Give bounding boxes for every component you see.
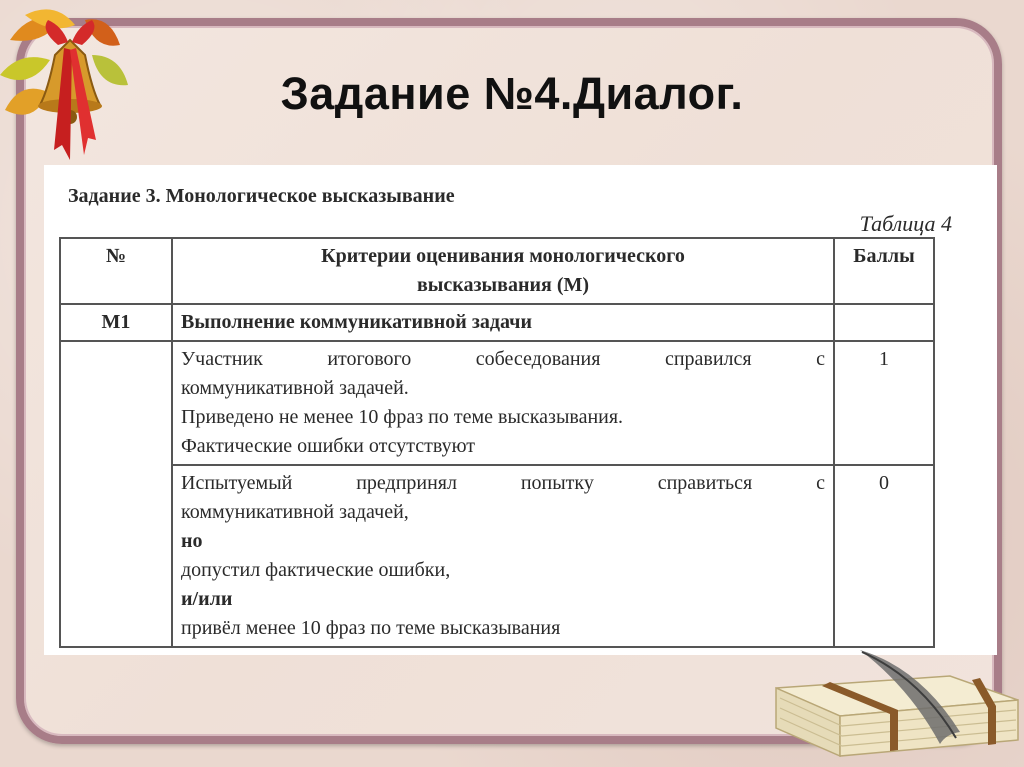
- criterion-points: 0: [834, 465, 934, 647]
- document-image: [44, 165, 997, 655]
- criterion-line: Приведено не менее 10 фраз по теме высказывания.: [181, 406, 624, 428]
- table-row: [60, 465, 934, 647]
- criteria-table: [59, 237, 935, 648]
- section-label: Выполнение коммуникативной задачи: [172, 304, 834, 341]
- header-criteria-line2: высказывания (М): [416, 274, 590, 296]
- paper-stack-icon: [770, 648, 1024, 767]
- criterion-line: Фактические ошибки отсутствуют: [181, 435, 475, 457]
- criterion-line: привёл менее 10 фраз по теме высказывания: [181, 617, 561, 639]
- criterion-line: коммуникативной задачей,: [181, 501, 409, 523]
- header-criteria-line1: Критерии оценивания монологического: [321, 245, 685, 267]
- criterion-line: допустил фактические ошибки,: [181, 559, 451, 581]
- criterion-line: Участник итогового собеседования справился с: [181, 348, 825, 370]
- section-num: М1: [60, 304, 172, 341]
- table-row: [60, 341, 934, 465]
- document-heading: Задание 3. Монологическое высказывание: [68, 185, 455, 207]
- criterion-line: Испытуемый предпринял попытку справиться с: [181, 472, 825, 494]
- section-points: [834, 304, 934, 341]
- criterion-line: но: [181, 530, 203, 552]
- header-criteria: [172, 238, 834, 304]
- criterion-text: [172, 465, 834, 647]
- criterion-line: коммуникативной задачей.: [181, 377, 409, 399]
- criterion-text: [172, 341, 834, 465]
- section-row: [60, 304, 934, 341]
- criterion-line: и/или: [181, 588, 233, 610]
- header-num: №: [60, 238, 172, 304]
- table-header-row: [60, 238, 934, 304]
- criterion-points: 1: [834, 341, 934, 465]
- empty-num-cell: [60, 341, 172, 647]
- table-caption: Таблица 4: [859, 211, 952, 236]
- slide-title: Задание №4.Диалог.: [280, 68, 744, 119]
- header-points: Баллы: [834, 238, 934, 304]
